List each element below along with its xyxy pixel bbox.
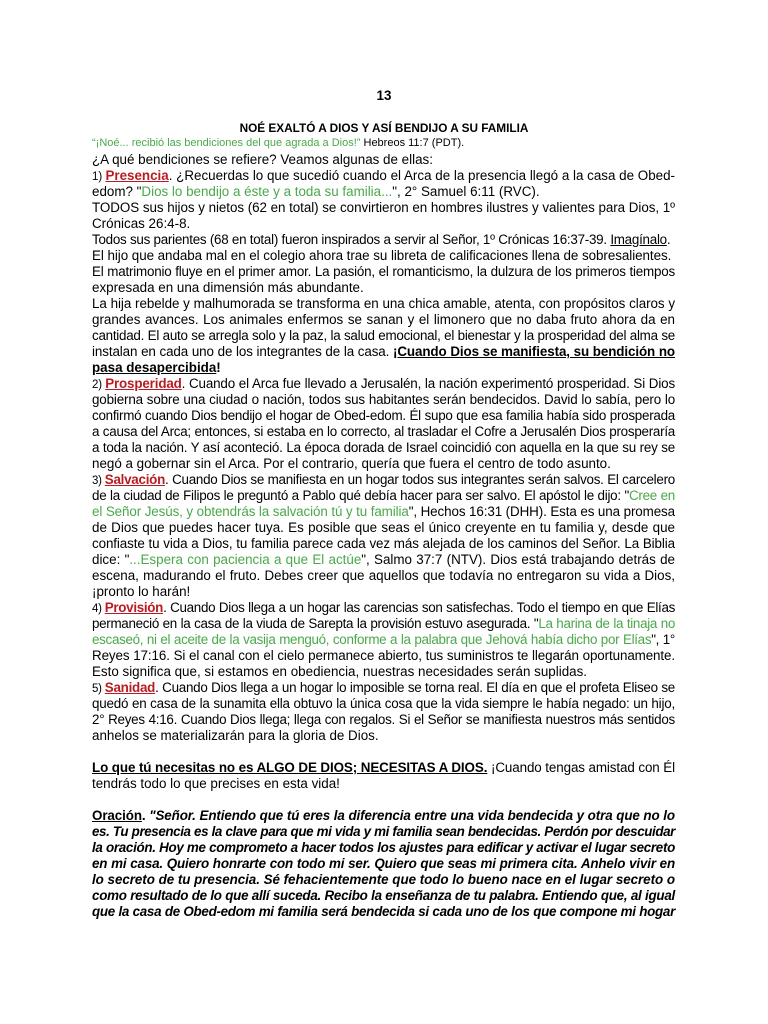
emphasis-text: ¡Cuando Dios se manifiesta, su bendición no: [393, 344, 675, 359]
paragraph: [92, 472, 675, 600]
text-line: [92, 680, 675, 696]
paragraph: [92, 808, 675, 920]
point-heading: Provisión: [104, 600, 164, 615]
underlined-text: Imagínalo: [610, 232, 667, 247]
text-line: anhelos se materializarán para la gloria de Dios.: [92, 728, 379, 743]
paragraph: [92, 264, 675, 296]
point-heading: Sanidad: [104, 680, 156, 695]
epigraph-reference: Hebreos 11:7 (PDT).: [363, 137, 465, 149]
text-line: 2° Reyes 4:16. Cuando Dios llega; llega con regalos. Si el Señor se manifiesta nuestros más sentidos: [92, 712, 675, 727]
text-line: [92, 632, 675, 648]
paragraph: [92, 248, 675, 264]
paragraph: [92, 168, 675, 200]
text-line: Crónicas 26:4-8.: [92, 216, 191, 231]
text-line: [92, 616, 675, 632]
text-line: escena, madurando el fruto. Debes creer que aquellos que todavía no entregaron su vida a Dios,: [92, 568, 675, 583]
text-line: confiaste tu vida a Dios, tu familia parece cada vez más alejada de los caminos del Señor. La Biblia: [92, 536, 675, 551]
text-line: cantidad. El auto se arregla solo y la paz, la salud emocional, el bienestar y la prosperidad del alma se: [92, 328, 675, 343]
paragraph: [92, 296, 675, 376]
prayer-text: lo secreto de tu presencia. Sé fehacientemente que todo lo bueno nace en el lugar secreto o: [92, 872, 675, 887]
list-number: 4): [92, 603, 105, 615]
paragraph: [92, 680, 675, 744]
list-number: 2): [92, 379, 106, 391]
text-line: grandes avances. Los animales enfermos se sanan y el limonero que no daba fruto ahora da en: [92, 312, 675, 327]
text-line: [92, 472, 675, 488]
page-number: 13: [376, 88, 392, 103]
paragraph: [92, 376, 675, 472]
paragraph: [92, 200, 675, 232]
list-number: 1): [92, 171, 106, 183]
text-line: tendrás todo lo que precises en esta vida!: [92, 776, 340, 791]
list-number: 3): [92, 475, 105, 487]
text-line: [92, 872, 675, 888]
text-line: Reyes 17:16. Si el canal con el cielo permanece abierto, tus suministros te llegarán oportunamente.: [92, 648, 675, 663]
text-run: ", 1°: [651, 632, 675, 647]
bold-text: !: [216, 360, 221, 375]
main-paragraphs: [92, 152, 675, 744]
text-line: ¿A qué bendiciones se refiere? Veamos algunas de ellas:: [92, 152, 433, 167]
text-line: expresada en una dimensión más abundante.: [92, 280, 364, 295]
point-heading: Prosperidad: [105, 376, 182, 391]
text-line: [92, 376, 675, 392]
text-line: [92, 552, 675, 568]
text-run: . Cuando Dios se manifiesta en un hogar todos sus integrantes serán salvos. El carcelero: [165, 472, 675, 487]
text-run: permaneció en la casa de la viuda de Sarepta la provisión estuvo asegurada. ": [92, 616, 539, 631]
text-line: negó a gobernar sin el Arca. Por el contrario, quería que fuera el centro de todo asunto.: [92, 456, 611, 471]
text-run: ", 2° Samuel 6:11 (RVC).: [392, 184, 540, 199]
scripture-quote: el Señor Jesús, y obtendrás la salvación tú y tu familia: [92, 504, 409, 519]
text-run: instalan en cada uno de los integrantes de la casa.: [92, 344, 393, 359]
text-line: de Dios que puedes hacer tuya. Es posible que seas el único creyente en tu familia y, desde que: [92, 520, 675, 535]
text-line: [92, 168, 675, 184]
text-line: [92, 856, 675, 872]
list-number: 5): [92, 683, 105, 695]
scripture-quote: Dios lo bendijo a éste y a toda su familia...: [141, 184, 393, 199]
epigraph: [92, 136, 675, 150]
text-run: Todos sus parientes (68 en total) fueron inspirados a servir al Señor, 1º Crónicas 16:37-39.: [92, 232, 611, 247]
prayer-text: "Señor. Entiendo que tú eres la diferencia entre una vida bendecida y otra que no lo: [149, 808, 675, 823]
text-run: edom? ": [92, 184, 142, 199]
text-line: [92, 504, 675, 520]
text-line: [92, 760, 675, 776]
text-run: dice: ": [92, 552, 130, 567]
scripture-quote: escaseó, ni el aceite de la vasija menguó, conforme a la palabra que Jehová había dicho por Elías: [92, 632, 652, 647]
emphasis-text: Lo que tú necesitas no es ALGO DE DIOS; NECESITAS A DIOS.: [92, 760, 488, 775]
text-run: . Cuando Dios llega a un hogar lo imposible se torna real. El día en que el profeta Eliseo se: [155, 680, 675, 695]
paragraph: [92, 152, 675, 168]
text-line: quedó en casa de la sunamita ella obtuvo la única cosa que la vida siempre le había negado: un hijo,: [92, 696, 675, 711]
emphasis-text: Oración: [92, 808, 142, 823]
text-line: La hija rebelde y malhumorada se transforma en una chica amable, atenta, con propósitos claros y: [92, 296, 675, 311]
text-line: Esto significa que, si estamos en obediencia, nuestras necesidades serán suplidas.: [92, 664, 588, 679]
scripture-quote: Cree en: [628, 488, 675, 503]
text-run: .: [666, 232, 671, 247]
paragraph: [92, 600, 675, 680]
text-line: El hijo que andaba mal en el colegio ahora trae su libreta de calificaciones llena de sobresalientes.: [92, 248, 672, 263]
bold-text: .: [141, 808, 150, 823]
text-line: ¡pronto lo harán!: [92, 584, 191, 599]
prayer-text: que la casa de Obed-edom mi familia será bendecida si cada uno de los que compone mi hogar: [92, 904, 675, 919]
text-line: El matrimonio fluye en el primer amor. La pasión, el romanticismo, la dulzura de los primeros tiempos: [92, 264, 675, 279]
text-line: [92, 824, 675, 840]
text-line: [92, 840, 675, 856]
prayer-text: como resultado de lo que allí suceda. Recibo la enseñanza de tu palabra. Entiendo que, al igual: [92, 888, 675, 903]
prayer-paragraph: [92, 808, 675, 920]
section-title: NOÉ EXALTÓ A DIOS Y ASÍ BENDIJO A SU FAMILIA: [239, 121, 529, 135]
scripture-quote: La harina de la tinaja no: [538, 616, 675, 631]
prayer-text: en mi casa. Quiero honrarte con todo mi ser. Quiero que seas mi primera cita. Anhelo vivir en: [92, 856, 675, 871]
point-heading: Presencia: [105, 168, 169, 183]
epigraph-quote: “¡Noé... recibió las bendiciones del que agrada a Dios!”: [92, 137, 361, 149]
point-heading: Salvación: [104, 472, 166, 487]
text-run: ", Salmo 37:7 (NTV). Dios está trabajando detrás de: [361, 552, 675, 567]
text-line: [92, 600, 675, 616]
text-line: [92, 360, 675, 376]
text-run: . ¿Recuerdas lo que sucedió cuando el Arca de la presencia llegó a la casa de Obed-: [168, 168, 676, 183]
text-line: [92, 904, 675, 920]
text-line: [92, 344, 675, 360]
text-line: [92, 232, 675, 248]
text-line: gobierna sobre una ciudad o nación, todos sus habitantes serán bendecidos. David lo sabía, pero lo: [92, 392, 675, 407]
text-run: ", Hechos 16:31 (DHH). Esta es una promesa: [408, 504, 675, 519]
paragraph: [92, 232, 675, 248]
text-line: TODOS sus hijos y nietos (62 en total) se convirtieron en hombres ilustres y valientes para Dios, 1º: [92, 200, 675, 215]
text-line: [92, 184, 675, 200]
text-run: ¡Cuando tengas amistad con Él: [487, 760, 675, 775]
text-line: confirmó cuando Dios bendijo el hogar de Obed-edom. Él supo que esa familia había sido prosperada: [92, 408, 675, 423]
body-text: [92, 152, 675, 920]
scripture-quote: ...Espera con paciencia a que El actúe: [129, 552, 362, 567]
paragraph: [92, 760, 675, 792]
text-line: a causa del Arca; entonces, si estaba en lo correcto, al trasladar el Cofre a Jerusalén Dios prosperaría: [92, 424, 675, 439]
text-line: [92, 808, 675, 824]
text-run: de la ciudad de Filipos le preguntó a Pablo qué debía hacer para ser salvo. El apóstol le dijo: ": [92, 488, 629, 503]
prayer-text: la oración. Hoy me comprometo a hacer todos los ajustes para edificar y activar el lugar secreto: [92, 840, 675, 855]
text-line: [92, 488, 675, 504]
conclusion-paragraph: [92, 760, 675, 792]
text-line: [92, 888, 675, 904]
text-run: . Cuando Dios llega a un hogar las carencias son satisfechas. Todo el tiempo en que Elías: [163, 600, 675, 615]
emphasis-text: pasa desapercibida: [92, 360, 217, 375]
text-run: . Cuando el Arca fue llevado a Jerusalén, la nación experimentó prosperidad. Si Dios: [181, 376, 675, 391]
prayer-text: es. Tu presencia es la clave para que mi vida y mi familia sean bendecidas. Perdón por descuidar: [92, 824, 675, 839]
text-line: a toda la nación. Y así aconteció. La época dorada de Israel coincidió con aquella en la que su rey se: [92, 440, 675, 455]
